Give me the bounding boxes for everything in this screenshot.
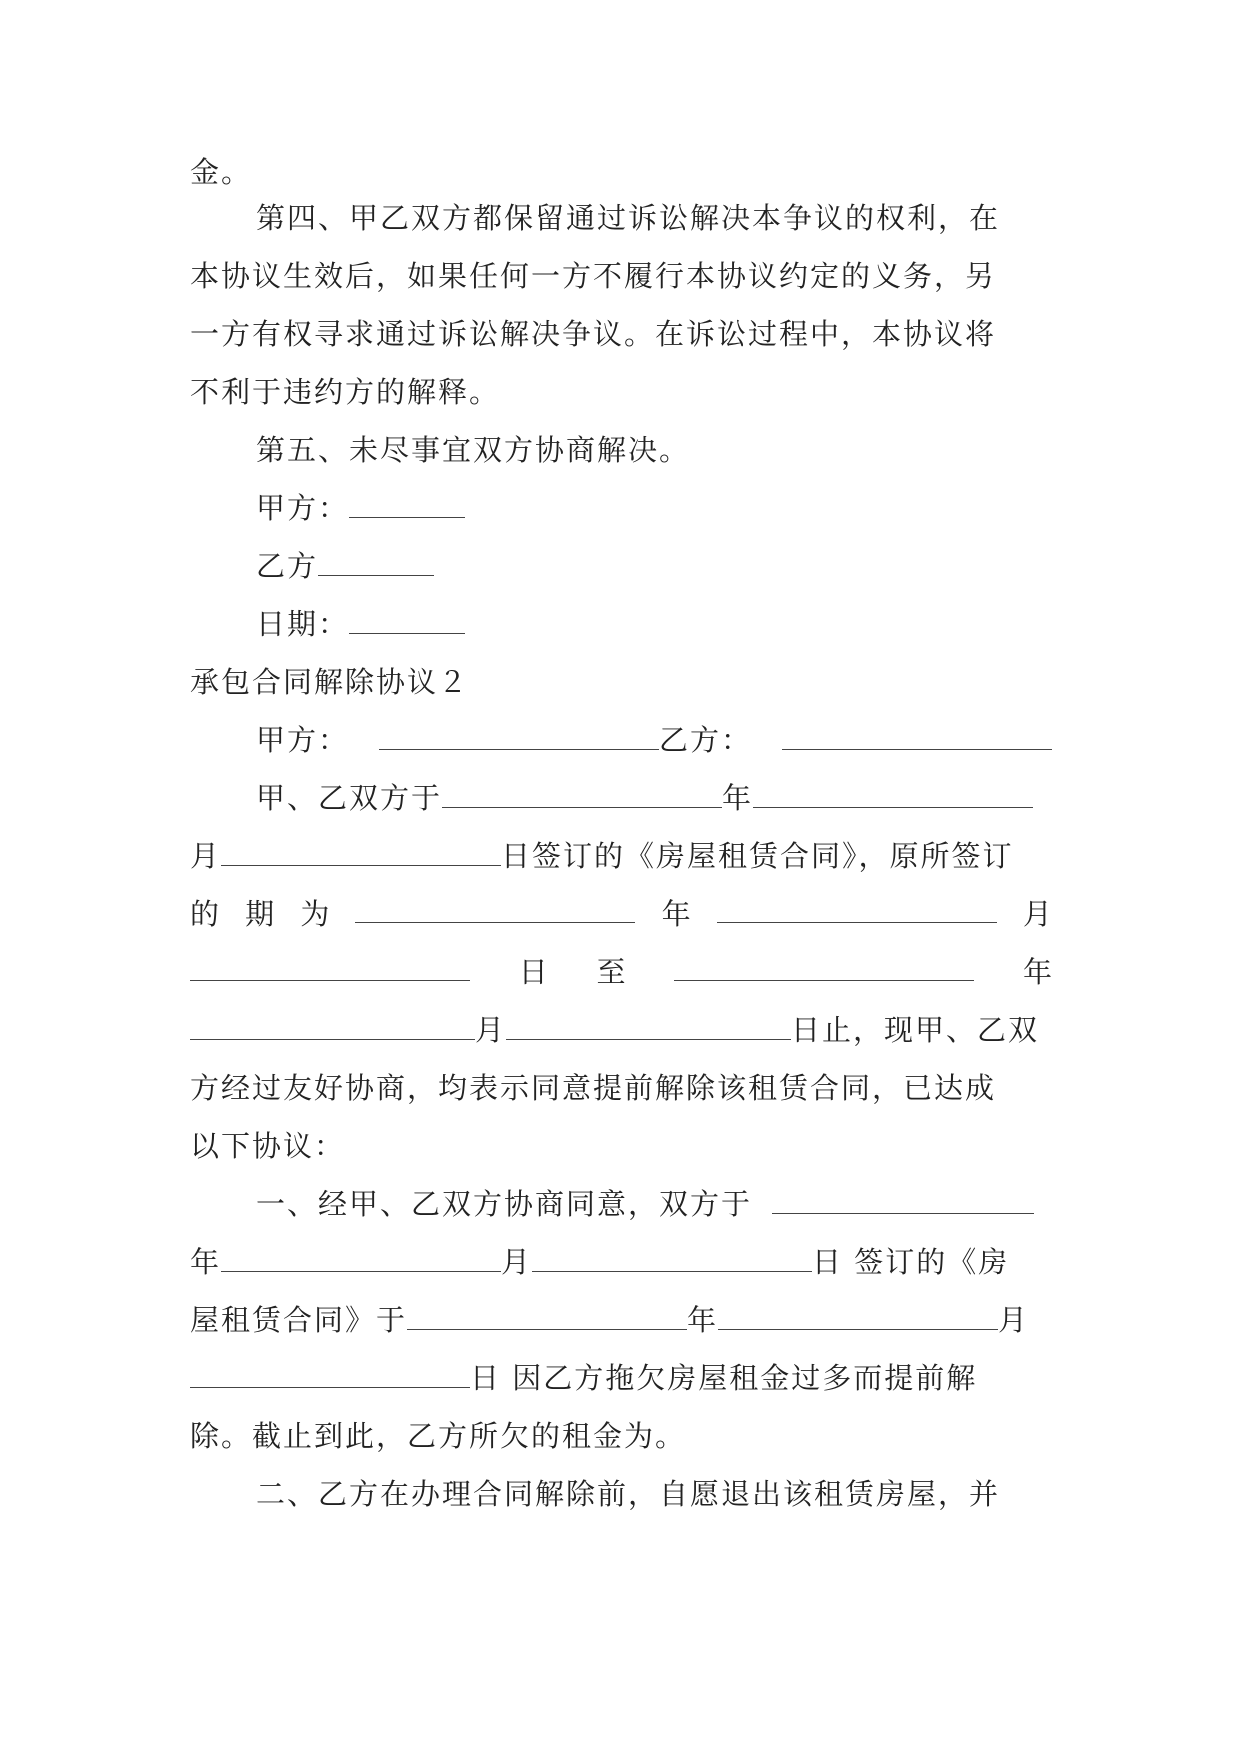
text-line: 以下协议： (190, 1129, 346, 1163)
terminate-year-blank (407, 1299, 687, 1330)
article-four-paragraph: 第四、甲乙双方都保留通过诉讼解决本争议的权利，在 (256, 201, 1001, 235)
intro-paragraph: 甲、乙双方于 年 (256, 776, 1052, 820)
day-blank (221, 835, 501, 866)
text-line: 一方有权寻求通过诉讼解决争议。在诉讼过程中，本协议将 (190, 317, 997, 351)
terminate-day-blank (190, 1357, 470, 1388)
text-line: 不利于违约方的解释。 (190, 375, 501, 409)
period-day-blank (190, 950, 470, 981)
text-line: 日 因乙方拖欠房屋租金过多而提前解 (190, 1356, 1052, 1400)
clause-one-year-blank (772, 1183, 1034, 1214)
month-blank (753, 777, 1033, 808)
article-five-paragraph: 第五、未尽事宜双方协商解决。 (256, 433, 691, 467)
sign-month-blank (532, 1241, 812, 1272)
party-a-name-blank (379, 719, 659, 750)
text-line: 月 日止，现甲、乙双 (190, 1008, 1052, 1052)
period-year-blank (355, 892, 635, 923)
text-line: 除。截止到此，乙方所欠的租金为。 (190, 1419, 687, 1453)
period-month-blank (717, 892, 997, 923)
party-b-signature-line: 乙方 (256, 544, 1052, 588)
party-b-blank (318, 545, 434, 576)
party-a-blank (349, 487, 465, 518)
date-blank (349, 603, 465, 634)
text-line: 的 期 为 年 月 (190, 892, 1052, 936)
section-title: 承包合同解除协议２ (190, 665, 470, 699)
clause-one-paragraph: 一、经甲、乙双方协商同意，双方于 (256, 1182, 1052, 1226)
end-month-blank (190, 1009, 475, 1040)
party-a-signature-line: 甲方： (256, 486, 1052, 530)
text-line: 月 日签订的《房屋租赁合同》，原所签订 (190, 834, 1052, 878)
text-line: 日 至 年 (190, 950, 1052, 994)
parties-line: 甲方： 乙方： (256, 718, 1052, 762)
end-year-blank (674, 950, 974, 981)
clause-two-paragraph: 二、乙方在办理合同解除前，自愿退出该租赁房屋，并 (256, 1477, 1001, 1511)
sign-year-blank (221, 1241, 501, 1272)
text-line: 金。 (190, 155, 253, 189)
text-line: 年 月 日 签订的《房 (190, 1240, 1052, 1284)
text-line: 本协议生效后，如果任何一方不履行本协议约定的义务，另 (190, 259, 997, 293)
text-line: 屋租赁合同》于 年 月 (190, 1298, 1052, 1342)
date-line: 日期： (256, 602, 1052, 646)
terminate-month-blank (718, 1299, 998, 1330)
text-line: 方经过友好协商，均表示同意提前解除该租赁合同，已达成 (190, 1071, 997, 1105)
year-blank (442, 777, 722, 808)
end-day-blank (506, 1009, 791, 1040)
party-b-name-blank (782, 719, 1052, 750)
